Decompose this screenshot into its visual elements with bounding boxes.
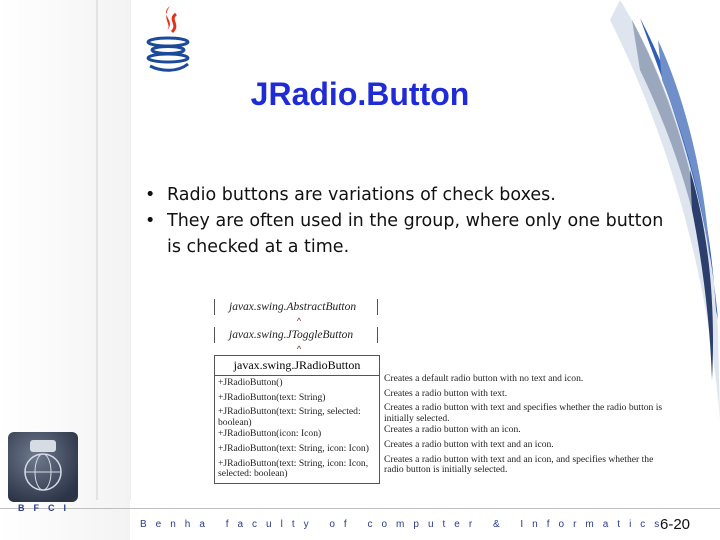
faculty-logo [8,432,78,502]
inheritance-arrow-icon: ^ [296,344,302,354]
globe-icon [8,432,78,502]
description-item: Creates a radio button with text and an icon. [384,440,554,451]
description-item: Creates a radio button with an icon. [384,425,521,436]
constructor-item: +JRadioButton(text: String, selected: boolean) [218,407,361,428]
constructor-item: +JRadioButton(icon: Icon) [218,429,322,440]
description-item: Creates a radio button with text. [384,388,508,399]
superclass-abstractbutton: javax.swing.AbstractButton [214,299,378,315]
sidebar-divider [96,0,98,500]
bullet-item [145,208,665,260]
inheritance-arrow-icon: ^ [296,316,302,326]
java-logo-icon [138,2,198,72]
constructor-item: +JRadioButton(text: String, icon: Icon) [218,444,369,455]
bullet-icon: • [145,211,156,231]
description-item: Creates a radio button with text and an icon, and specifies whether the radio button is initially selected. [384,454,654,476]
description-item: Creates a default radio button with no text and icon. [384,374,584,384]
constructor-list [215,376,379,483]
footer-tagline: Benha faculty of computer & Informatics [140,519,669,530]
class-name: javax.swing.JRadioButton [215,356,379,376]
bullet-text: They are often used in the group, where only one button is checked at a time. [167,211,664,257]
constructor-item: +JRadioButton() [218,378,283,388]
description-item: Creates a radio button with text and specifies whether the radio button is initially selected. [384,403,663,424]
footer-bfci-label: BFCI [18,503,75,513]
bullet-text: Radio buttons are variations of check boxes. [167,185,556,205]
superclass-jtogglebutton: javax.swing.JToggleButton [214,327,378,343]
constructor-item: +JRadioButton(text: String, icon: Icon, selected: boolean) [218,458,369,480]
page-number: 6-20 [660,516,691,533]
bullet-item [145,182,665,208]
slide-title: JRadio.Button [250,76,470,112]
footer-divider [0,508,720,509]
constructor-item: +JRadioButton(text: String) [218,392,326,403]
uml-class-diagram [214,299,384,484]
jradiobutton-class-box [214,355,380,484]
constructor-descriptions [384,374,674,477]
bullet-list [145,182,665,260]
bullet-icon: • [145,185,156,205]
sidebar-divider-2 [130,0,131,500]
